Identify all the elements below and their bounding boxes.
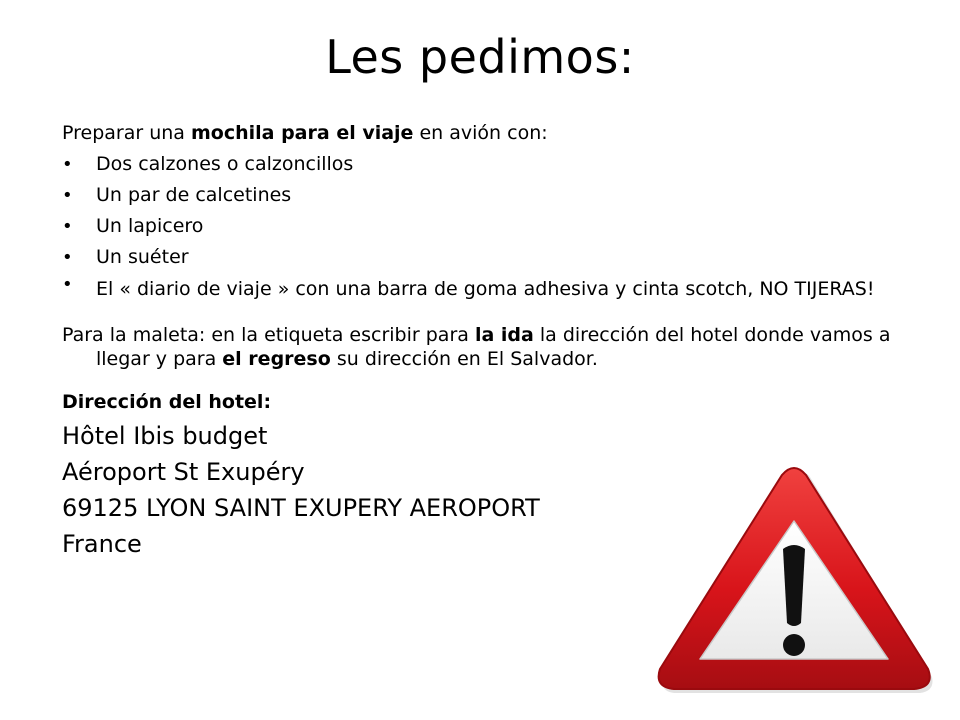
list-item — [62, 180, 922, 211]
luggage-text-part: Para la maleta: en la etiqueta escribir para — [62, 324, 475, 346]
list-item-text: Un lapicero — [96, 215, 204, 237]
slide-title: Les pedimos: — [325, 30, 635, 84]
bullet-icon: • — [62, 154, 73, 175]
intro-text-part: Preparar una — [62, 122, 191, 144]
address-line: France — [62, 530, 142, 558]
list-item-text: Un suéter — [96, 246, 189, 268]
address-heading: Dirección del hotel: — [62, 391, 272, 413]
address-line: Aéroport St Exupéry — [62, 458, 305, 486]
bullet-icon: • — [62, 247, 73, 268]
luggage-text-part: su dirección en El Salvador. — [330, 348, 598, 370]
list-item — [62, 273, 922, 301]
list-item-text: Un par de calcetines — [96, 184, 292, 206]
list-item — [62, 242, 922, 273]
bullet-icon: • — [62, 274, 73, 295]
list-item-text: El « diario de viaje » con una barra de goma adhesiva y cinta scotch, NO TIJERAS! — [96, 278, 875, 300]
warning-triangle-icon — [652, 463, 935, 699]
list-item-text: Dos calzones o calzoncillos — [96, 153, 354, 175]
luggage-bold-text: la ida — [474, 324, 534, 346]
address-line: Hôtel Ibis budget — [62, 422, 268, 450]
bullet-icon: • — [62, 185, 73, 206]
address-line: 69125 LYON SAINT EXUPERY AEROPORT — [62, 494, 540, 522]
luggage-instructions — [62, 323, 922, 371]
luggage-bold-text: el regreso — [222, 348, 331, 370]
exclamation-dot — [783, 634, 805, 656]
packing-list — [62, 149, 922, 301]
bullet-icon: • — [62, 216, 73, 237]
intro-text — [62, 118, 922, 149]
luggage-text-part: la dirección del hotel donde vamos a llegar y para — [96, 324, 891, 370]
intro-text-part: en avión con: — [413, 122, 548, 144]
intro-bold-text: mochila para el viaje — [190, 122, 414, 144]
list-item — [62, 211, 922, 242]
list-item — [62, 149, 922, 180]
